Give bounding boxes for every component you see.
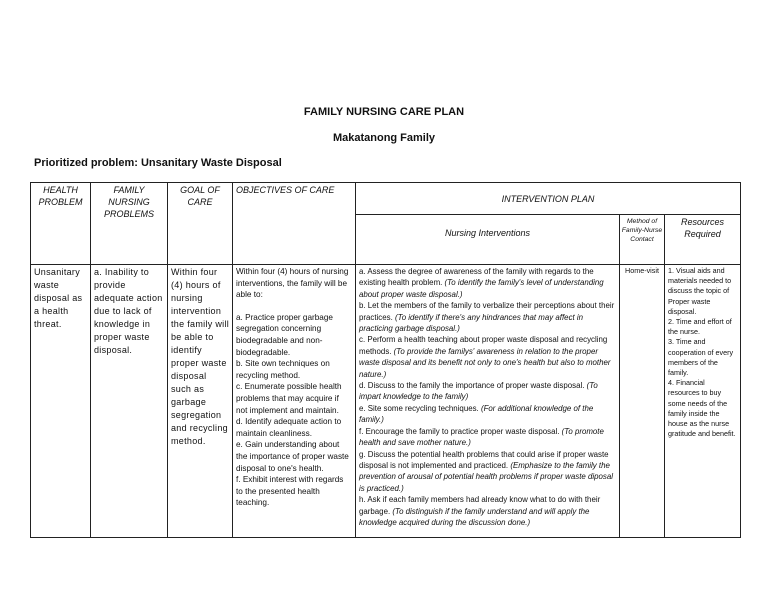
intervention-rationale: (Emphasize to the family the prevention of arousal of potential health problems if proper waste diposal is practiced.) [359,460,613,493]
intervention-item [359,494,616,528]
col-header-goal: GOAL OF CARE [168,183,233,265]
resources-cell [665,265,741,538]
family-problem-cell: a. Inability to provide adequate action due to lack of knowledge in proper waste disposal. [91,265,168,538]
document-title: FAMILY NURSING CARE PLAN [303,106,465,118]
col-header-objectives: OBJECTIVES OF CARE [233,183,356,265]
objective-item: a. Practice proper garbage segregation concerning biodegradable and non-biodegradable. [236,312,333,357]
prioritized-problem: Prioritized problem: Unsanitary Waste Disposal [34,157,282,169]
intervention-action: h. Ask if each family members had already know what to do with their garbage. [359,495,601,516]
goal-cell: Within four (4) hours of nursing intervention the family will be able to identify proper waste disposal such as garbage segregation and recycling method. [168,265,233,538]
resource-item: 1. Visual aids and materials needed to discuss the topic of Proper waste disposal. [668,266,732,316]
health-problem-cell: Unsanitary waste disposal as a health threat. [31,265,91,538]
intervention-rationale: (To promote health and save mother nature.) [359,426,604,448]
objective-item: f. Exhibit interest with regards to the presented health teaching. [236,475,344,508]
method-cell: Home-visit [620,265,665,538]
interventions-cell [356,265,620,538]
header-row-1 [31,183,741,215]
intervention-rationale: (For additional knowledge of the family.) [359,403,594,425]
intervention-action: b. Let the members of the family to verbalize their perceptions about their practices. [359,301,615,322]
col-header-method: Method of Family-Nurse Contact [620,215,665,265]
intervention-action: c. Perform a health teaching about proper waste disposal and recycling methods. [359,335,608,356]
col-header-health-problem: HEALTH PROBLEM [31,183,91,265]
col-header-family-problems: FAMILY NURSING PROBLEMS [91,183,168,265]
col-header-intervention-plan: INTERVENTION PLAN [356,183,741,215]
intervention-action: f. Encourage the family to practice proper waste disposal. [359,426,560,436]
care-plan-table [30,182,741,538]
col-header-resources: Resources Required [665,215,741,265]
resource-item: 2. Time and effort of the nurse. [668,317,732,337]
intervention-rationale: (To distinguish if the family understand and will apply the knowledge acquired during the discussion done.) [359,506,590,527]
intervention-item [359,266,616,300]
intervention-action: g. Discuss the potential health problems that could arise if proper waste disposal is not implemented and practiced. [359,449,609,470]
intervention-action: e. Site some recycling techniques. [359,403,479,413]
intervention-action: a. Assess the degree of awareness of the family with regards to the existing health problem. [359,267,594,288]
table-row [31,265,741,538]
objectives-cell [233,265,356,538]
intervention-rationale: (To identify if there's any hindrances that may affect in practicing garbage disposal.) [359,312,584,334]
intervention-item [359,380,616,403]
family-name: Makatanong Family [332,132,436,144]
objective-item: e. Gain understanding about the importance of proper waste disposal to one's health. [236,440,349,473]
intervention-rationale: (To provide the familys' awareness in relation to the proper waste disposal and its benefit not only to one's health but also to mother nature.) [359,346,611,379]
intervention-item [359,403,616,426]
resource-item: 3. Time and cooperation of every members of the family. [668,337,734,378]
objective-item: c. Enumerate possible health problems that may acquire if not implement and maintain. [236,382,342,415]
resource-item: 4. Financial resources to buy some needs of the family inside the house as the nurse gratitude and benefit. [668,378,736,439]
intervention-item [359,426,616,449]
objective-item: b. Site own techniques on recycling method. [236,359,330,380]
intervention-item [359,300,616,334]
col-header-nursing-interventions: Nursing Interventions [356,215,620,265]
intervention-rationale: (To impart knowledge to the family) [359,381,598,402]
intervention-item [359,334,616,380]
intervention-rationale: (To identify the family's level of understanding about proper waste disposal.) [359,278,604,299]
objectives-intro: Within four (4) hours of nursing interventions, the family will be able to: [236,267,349,300]
intervention-action: d. Discuss to the family the importance of proper waste disposal. [359,381,585,391]
intervention-item [359,449,616,495]
objective-item: d. Identify adequate action to maintain cleanliness. [236,417,342,438]
